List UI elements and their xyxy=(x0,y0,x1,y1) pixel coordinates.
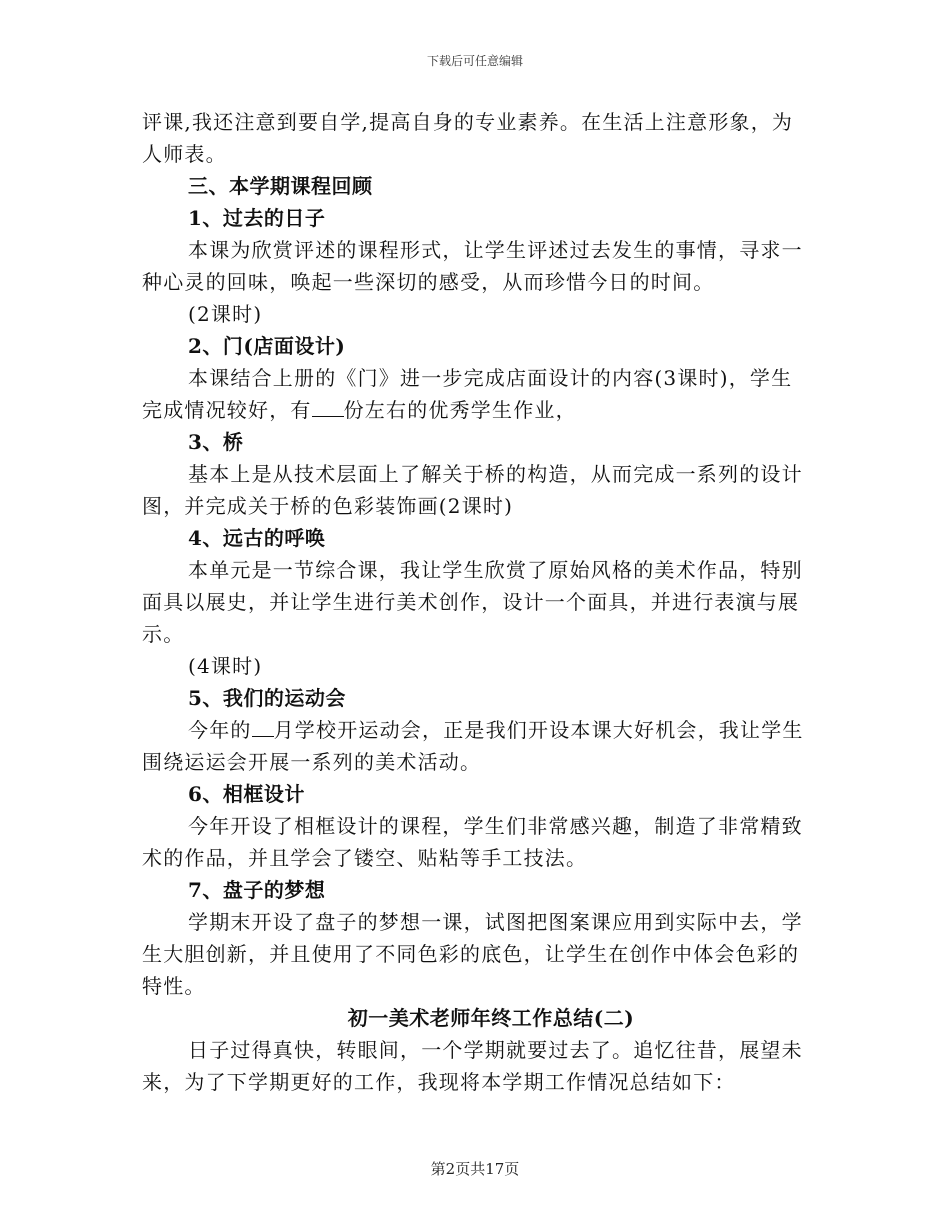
course-heading-2: 2、门(店面设计) xyxy=(188,334,346,358)
course-body-1: 本课为欣赏评述的课程形式，让学生评述过去发生的事情，寻求一种心灵的回味，唤起一些深切的感受，从而珍惜今日的时间。 xyxy=(142,238,803,294)
course-heading-3: 3、桥 xyxy=(188,430,244,454)
section-heading: 三、本学期课程回顾 xyxy=(188,174,373,198)
course-body-2-part-a: 本课结合上册的《门》进一步完成店面设计的内容(3课时)，学生完成情况较好，有 xyxy=(142,366,793,422)
course-hours-1: (2课时) xyxy=(188,302,263,326)
course-body-2-part-b: 份左右的优秀学生作业， xyxy=(343,398,577,422)
document-body xyxy=(142,106,810,1098)
course-body-3: 基本上是从技术层面上了解关于桥的构造，从而完成一系列的设计图，并完成关于桥的色彩装饰画(2课时) xyxy=(142,462,803,518)
course-body-6: 今年开设了相框设计的课程，学生们非常感兴趣，制造了非常精致术的作品，并且学会了镂空、贴粘等手工技法。 xyxy=(142,814,803,870)
page-header: 下载后可任意编辑 xyxy=(426,54,523,68)
course-body-7: 学期末开设了盘子的梦想一课，试图把图案课应用到实际中去，学生大胆创新，并且使用了不同色彩的底色，让学生在创作中体会色彩的特性。 xyxy=(142,910,803,998)
course-body-2 xyxy=(142,362,810,426)
course-body-5 xyxy=(142,714,810,778)
course-body-5-part-a: 今年的 xyxy=(188,718,252,742)
course-heading-6: 6、相框设计 xyxy=(188,782,305,806)
blank-underline xyxy=(312,396,344,417)
course-heading-5: 5、我们的运动会 xyxy=(188,686,346,710)
course-heading-4: 4、远古的呼唤 xyxy=(188,526,326,550)
continued-paragraph: 评课,我还注意到要自学,提高自身的专业素养。在生活上注意形象，为人师表。 xyxy=(142,110,794,166)
course-heading-1: 1、过去的日子 xyxy=(188,206,326,230)
blank-underline xyxy=(252,716,274,737)
document-title-2: 初一美术老师年终工作总结(二) xyxy=(347,1006,635,1030)
course-hours-4: (4课时) xyxy=(188,654,263,678)
course-body-5-part-b: 月学校开运动会，正是我们开设本课大好机会，我让学生围绕运运会开展一系列的美术活动。 xyxy=(142,718,804,774)
course-body-4: 本单元是一节综合课，我让学生欣赏了原始风格的美术作品，特别面具以展史，并让学生进行美术创作，设计一个面具，并进行表演与展示。 xyxy=(142,558,803,646)
course-heading-7: 7、盘子的梦想 xyxy=(188,878,326,902)
intro-paragraph-2: 日子过得真快，转眼间，一个学期就要过去了。追忆往昔，展望未来，为了下学期更好的工作，我现将本学期工作情况总结如下： xyxy=(142,1038,803,1094)
page-number: 第2页共17页 xyxy=(430,1160,520,1178)
